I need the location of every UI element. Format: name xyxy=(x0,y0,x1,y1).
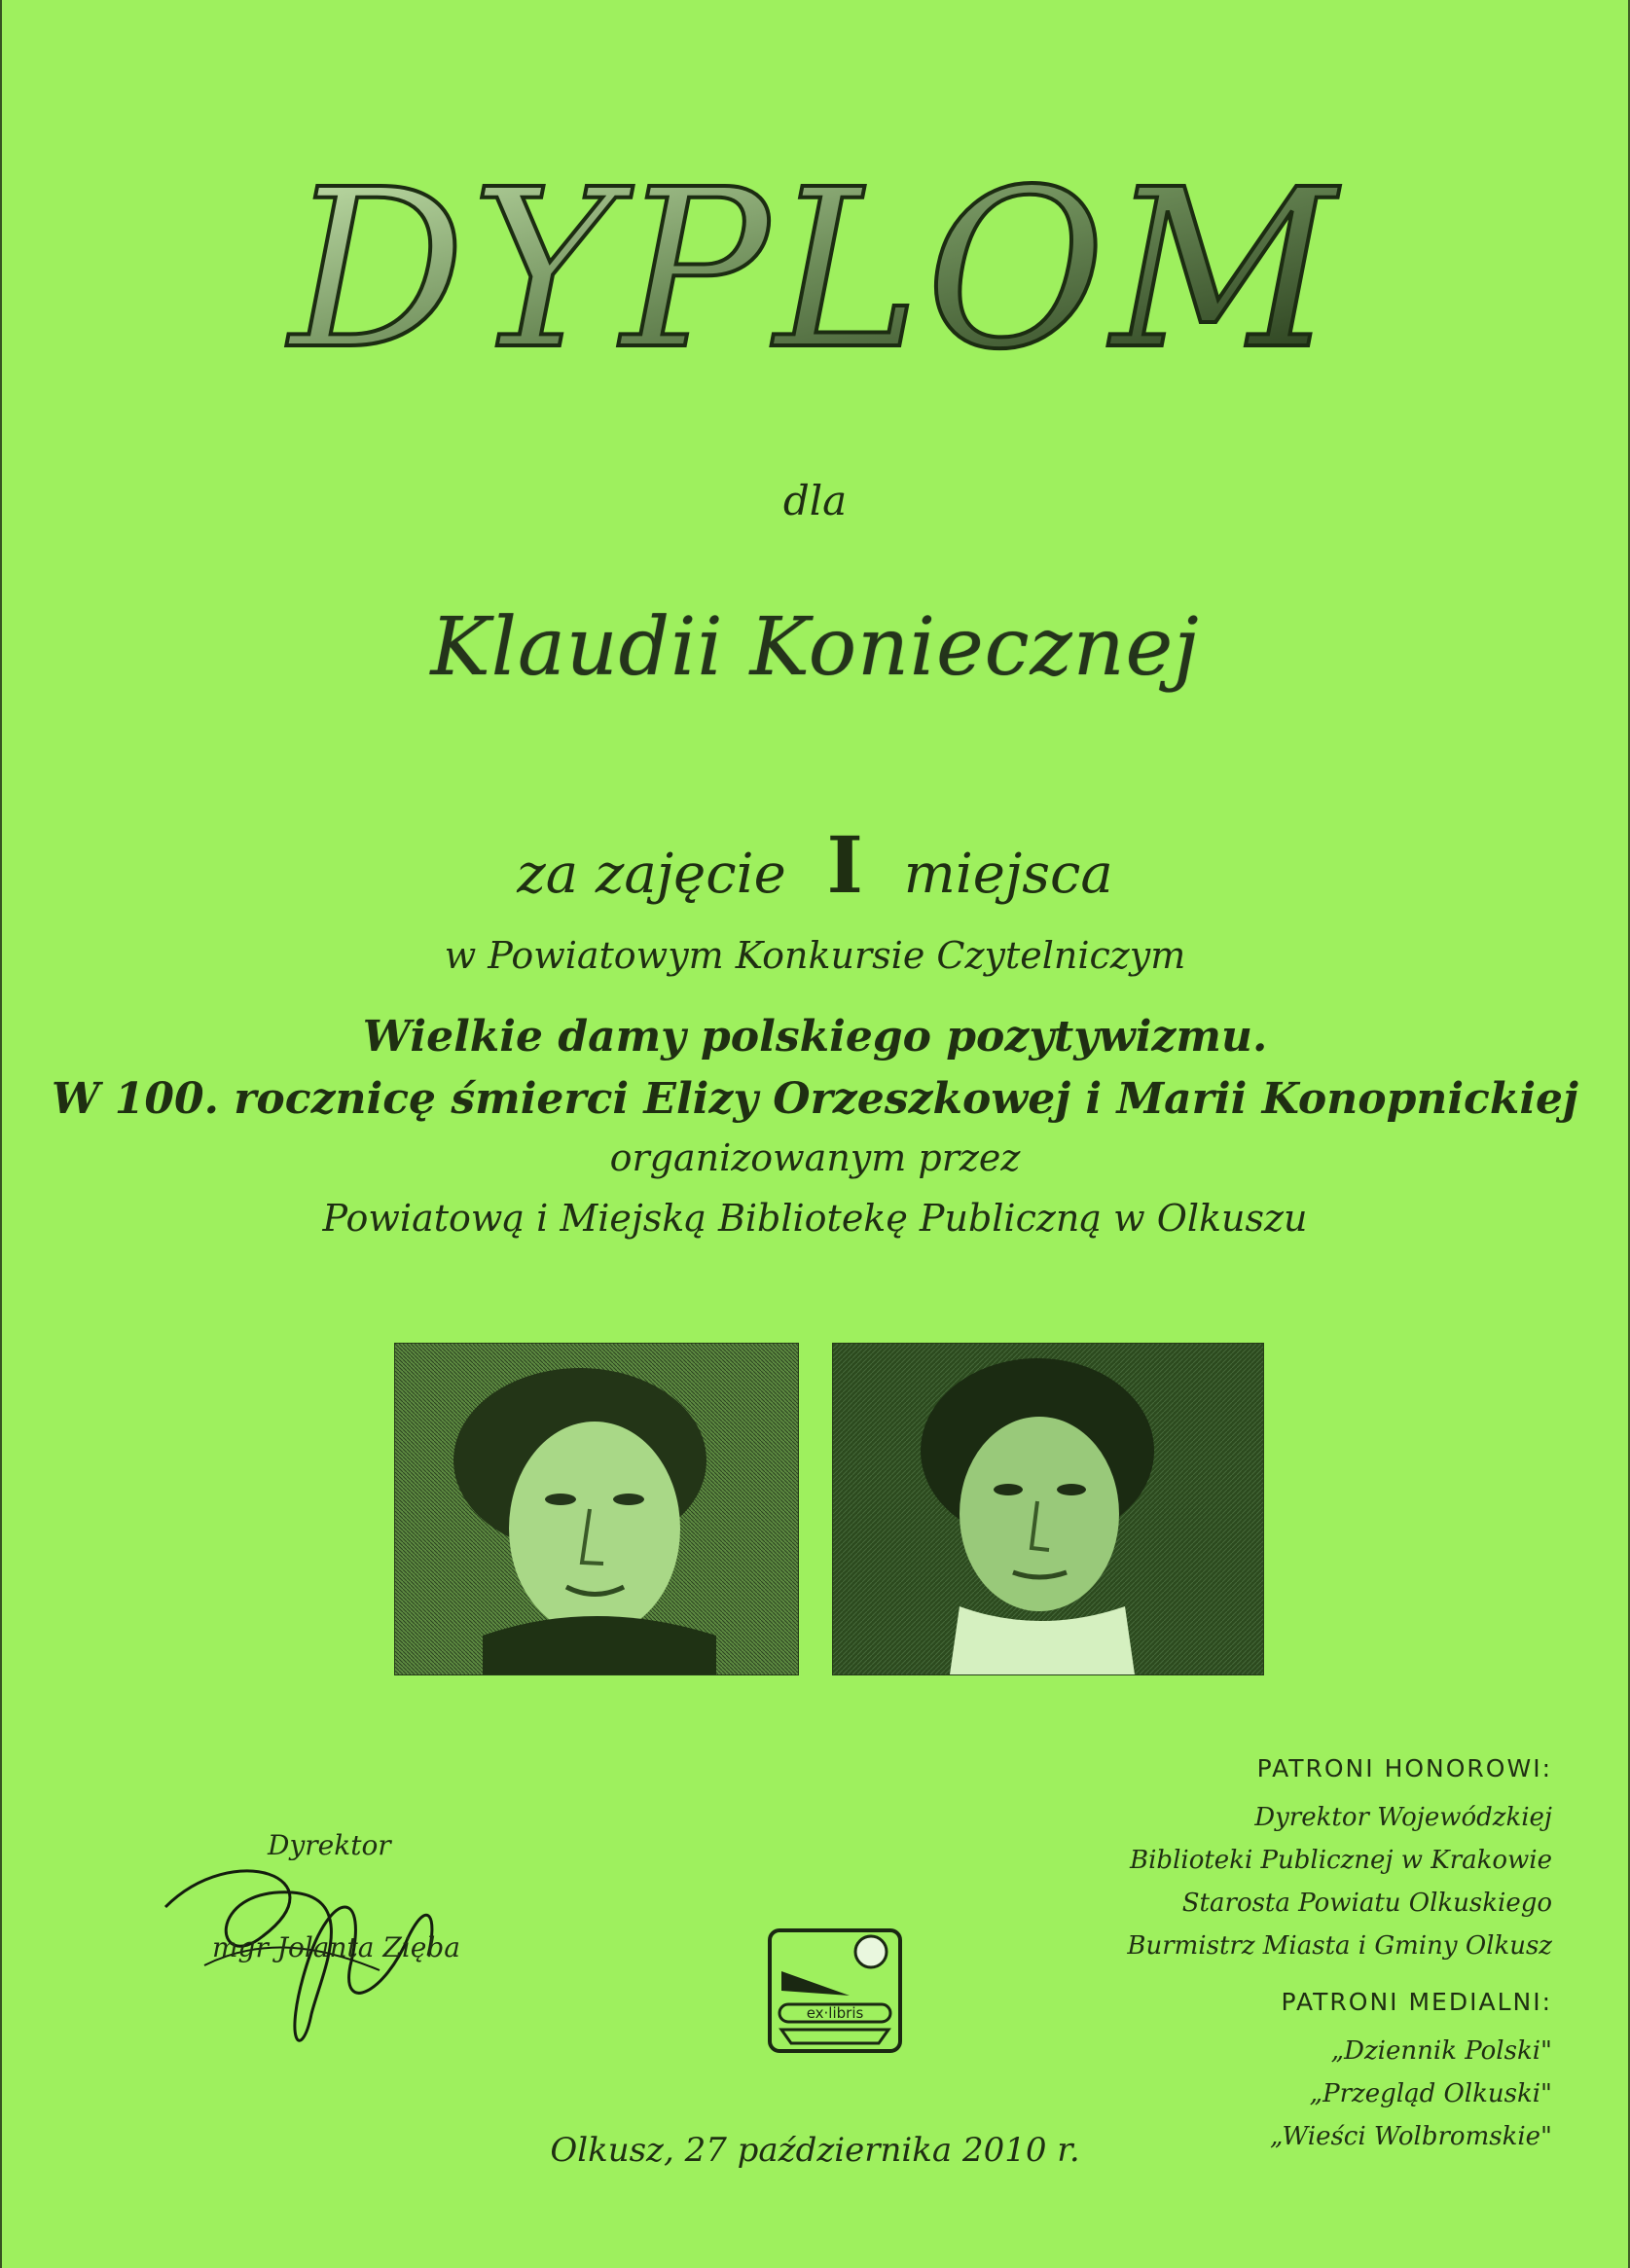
award-prefix: za zajęcie xyxy=(517,843,786,906)
award-line xyxy=(0,819,1630,911)
director-title: Dyrektor xyxy=(268,1829,391,1861)
title-text: DYPLOM xyxy=(289,146,1341,389)
patrons-honor-heading: PATRONI HONOROWI: xyxy=(1256,1754,1552,1782)
media-patron-item: „Dziennik Polski" xyxy=(1330,2036,1552,2066)
award-suffix: miejsca xyxy=(903,843,1113,906)
diploma-title xyxy=(0,146,1630,399)
recipient-name: Klaudii Koniecznej xyxy=(430,601,1200,694)
patron-item: Dyrektor Wojewódzkiej xyxy=(1254,1803,1552,1832)
patron-item: Burmistrz Miasta i Gminy Olkusz xyxy=(1127,1931,1552,1961)
patrons-media-heading: PATRONI MEDIALNI: xyxy=(1281,1988,1552,2016)
media-patron-item: „Przegląd Olkuski" xyxy=(1309,2079,1552,2108)
contest-title-line1: Wielkie damy polskiego pozytywizmu. xyxy=(362,1012,1268,1062)
title-lettering xyxy=(202,146,1429,389)
organized-by: organizowanym przez xyxy=(609,1136,1021,1179)
contest-title-line2: W 100. rocznicę śmierci Elizy Orzeszkowej i Marii Konopnickiej xyxy=(52,1074,1578,1124)
media-patron-item: „Wieści Wolbromskie" xyxy=(1269,2122,1552,2151)
patrons-honor-list xyxy=(1127,1796,1552,1967)
organizer-name: Powiatową i Miejską Bibliotekę Publiczną w Olkuszu xyxy=(322,1197,1308,1240)
patron-item: Biblioteki Publicznej w Krakowie xyxy=(1130,1846,1552,1875)
place-and-date: Olkusz, 27 października 2010 r. xyxy=(550,2131,1080,2170)
patron-item: Starosta Powiatu Olkuskiego xyxy=(1181,1889,1552,1918)
contest-intro: w Powiatowym Konkursie Czytelniczym xyxy=(444,934,1186,977)
ex-libris-logo xyxy=(762,1923,908,2059)
portrait-konopnicka xyxy=(832,1343,1264,1675)
for-label: dla xyxy=(782,477,848,524)
director-name: mgr Jolanta Zięba xyxy=(212,1931,460,1963)
logo-text: ex·libris xyxy=(806,2004,864,2022)
portrait-orzeszkowa xyxy=(394,1343,799,1675)
award-place: I xyxy=(826,819,863,911)
